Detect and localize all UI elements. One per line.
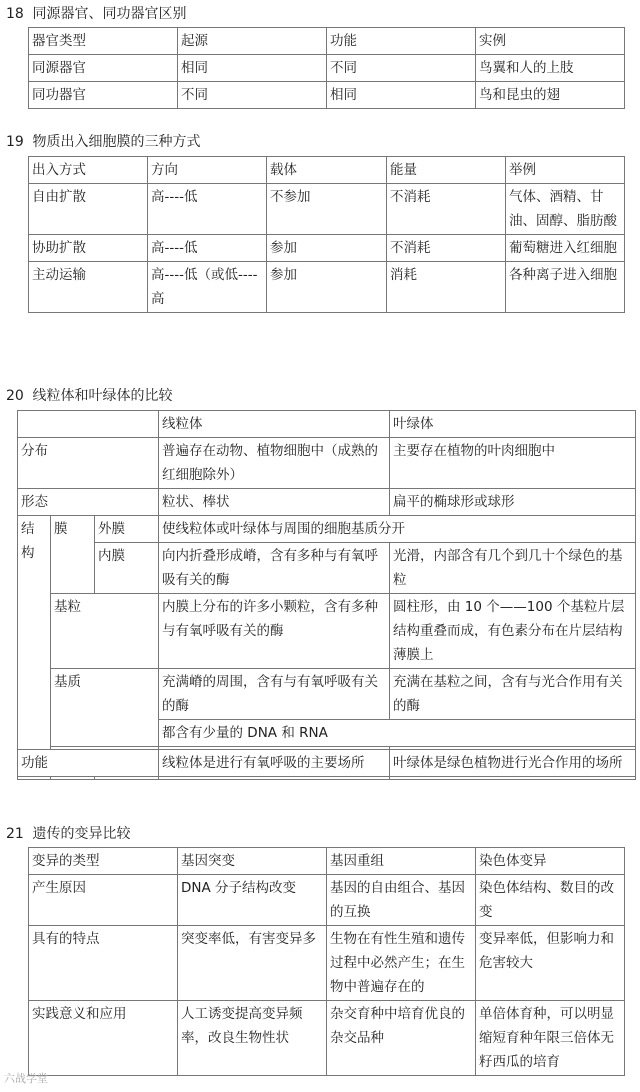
row-label: 基质 — [51, 669, 159, 747]
header-cell: 染色体变异 — [476, 848, 625, 875]
header-cell: 变异的类型 — [29, 848, 178, 875]
table-genetic-variation — [28, 847, 625, 1076]
table-row — [18, 777, 636, 780]
section-21-heading — [6, 824, 130, 844]
table-cell: 染色体结构、数目的改变 — [476, 875, 625, 926]
section-number: 18 — [6, 6, 24, 22]
table-cell: 参加 — [267, 262, 387, 313]
table-cell: 产生原因 — [29, 875, 178, 926]
blank-cell — [390, 777, 636, 780]
table-row — [29, 1001, 625, 1076]
blank-cell — [159, 777, 390, 780]
table-cell: 主动运输 — [29, 262, 148, 313]
table-cell: 叶绿体是绿色植物进行光合作用的场所 — [390, 750, 636, 777]
table-cell: 突变率低，有害变异多 — [178, 926, 327, 1001]
row-label: 外膜 — [95, 516, 159, 543]
table-cell: 基因的自由组合、基因的互换 — [327, 875, 476, 926]
table-homologous-analogous — [28, 27, 625, 109]
header-cell: 出入方式 — [29, 157, 148, 184]
table-cell: 高----低（或低----高 — [148, 262, 267, 313]
table-cell: 消耗 — [387, 262, 506, 313]
table-cell: 各种离子进入细胞 — [506, 262, 625, 313]
table-row — [18, 543, 636, 594]
table-cell: 线粒体是进行有氧呼吸的主要场所 — [159, 750, 390, 777]
table-cell: 相同 — [327, 82, 476, 109]
watermark: 六战学堂 — [4, 1072, 48, 1085]
table-cell: 使线粒体或叶绿体与周围的细胞基质分开 — [159, 516, 636, 543]
table-row — [18, 750, 636, 777]
section-title: 同源器官、同功器官区别 — [32, 6, 187, 22]
table-row — [18, 438, 636, 489]
table-cell: 人工诱变提高变异频率，改良生物性状 — [178, 1001, 327, 1076]
table-row — [29, 262, 625, 313]
header-cell: 起源 — [178, 28, 327, 55]
header-cell: 功能 — [327, 28, 476, 55]
section-18-heading — [6, 4, 186, 24]
table-cell: 生物在有性生殖和遗传过程中必然产生；在生物中普遍存在的 — [327, 926, 476, 1001]
header-cell: 举例 — [506, 157, 625, 184]
table-row — [18, 594, 636, 669]
table-header-row — [29, 157, 625, 184]
section-title: 线粒体和叶绿体的比较 — [32, 388, 173, 404]
table-cell: 葡萄糖进入红细胞 — [506, 235, 625, 262]
table-cell: 不参加 — [267, 184, 387, 235]
section-19-heading — [6, 132, 200, 152]
row-label: 结构 — [18, 516, 51, 750]
header-cell: 载体 — [267, 157, 387, 184]
header-cell: 方向 — [148, 157, 267, 184]
table-cell: 高----低 — [148, 184, 267, 235]
table-cell: 单倍体育种，可以明显缩短育种年限三倍体无籽西瓜的培育 — [476, 1001, 625, 1076]
table-cell: 具有的特点 — [29, 926, 178, 1001]
header-cell: 器官类型 — [29, 28, 178, 55]
table-cell: 变异率低，但影响力和危害较大 — [476, 926, 625, 1001]
table-header-row — [18, 411, 636, 438]
section-number: 20 — [6, 388, 24, 404]
row-label: 形态 — [18, 489, 159, 516]
header-cell: 实例 — [476, 28, 625, 55]
table-cell: 杂交育种中培育优良的杂交品种 — [327, 1001, 476, 1076]
table-row — [29, 55, 625, 82]
table-cell: 不消耗 — [387, 235, 506, 262]
table-cell: 鸟翼和人的上肢 — [476, 55, 625, 82]
section-number: 19 — [6, 134, 24, 150]
table-membrane-transport — [28, 156, 625, 313]
table-row — [29, 184, 625, 235]
table-cell: 圆柱形，由 10 个——100 个基粒片层结构重叠而成，有色素分布在片层结构薄膜上 — [390, 594, 636, 669]
section-number: 21 — [6, 826, 24, 842]
header-cell: 能量 — [387, 157, 506, 184]
table-cell: 鸟和昆虫的翅 — [476, 82, 625, 109]
table-row — [29, 875, 625, 926]
table-cell: 同功器官 — [29, 82, 178, 109]
blank-cell — [51, 777, 95, 780]
table-cell: 主要存在植物的叶肉细胞中 — [390, 438, 636, 489]
table-cell: 协助扩散 — [29, 235, 148, 262]
table-row — [18, 489, 636, 516]
row-label: 内膜 — [95, 543, 159, 594]
table-row — [29, 235, 625, 262]
section-title: 物质出入细胞膜的三种方式 — [32, 134, 201, 150]
blank-cell — [95, 777, 159, 780]
row-label: 膜 — [51, 516, 95, 594]
table-cell: 不同 — [178, 82, 327, 109]
table-cell: 高----低 — [148, 235, 267, 262]
table-row — [29, 926, 625, 1001]
table-cell: 普遍存在动物、植物细胞中（成熟的红细胞除外） — [159, 438, 390, 489]
table-header-row — [29, 848, 625, 875]
section-title: 遗传的变异比较 — [32, 826, 131, 842]
table-cell: 内膜上分布的许多小颗粒，含有多种与有氧呼吸有关的酶 — [159, 594, 390, 669]
table-cell: 不同 — [327, 55, 476, 82]
table-cell: 参加 — [267, 235, 387, 262]
table-row — [18, 669, 636, 720]
table-cell: 都含有少量的 DNA 和 RNA — [159, 720, 636, 747]
blank-cell — [18, 777, 51, 780]
table-row — [18, 516, 636, 543]
table-cell: 同源器官 — [29, 55, 178, 82]
header-cell: 线粒体 — [159, 411, 390, 438]
table-cell: 自由扩散 — [29, 184, 148, 235]
table-cell: 相同 — [178, 55, 327, 82]
table-cell: 实践意义和应用 — [29, 1001, 178, 1076]
table-mitochondria-chloroplast — [17, 410, 636, 780]
row-label: 功能 — [18, 750, 159, 777]
blank-cell — [18, 411, 159, 438]
header-cell: 基因重组 — [327, 848, 476, 875]
table-cell: DNA 分子结构改变 — [178, 875, 327, 926]
table-cell: 充满在基粒之间，含有与光合作用有关的酶 — [390, 669, 636, 720]
row-label: 基粒 — [51, 594, 159, 669]
table-cell: 向内折叠形成嵴，含有多种与有氧呼吸有关的酶 — [159, 543, 390, 594]
table-cell: 充满嵴的周围，含有与有氧呼吸有关的酶 — [159, 669, 390, 720]
table-cell: 不消耗 — [387, 184, 506, 235]
section-20-heading — [6, 386, 172, 406]
row-label: 分布 — [18, 438, 159, 489]
table-cell: 气体、酒精、甘油、固醇、脂肪酸 — [506, 184, 625, 235]
table-row — [29, 82, 625, 109]
table-cell: 粒状、棒状 — [159, 489, 390, 516]
table-header-row — [29, 28, 625, 55]
table-cell: 扁平的椭球形或球形 — [390, 489, 636, 516]
header-cell: 叶绿体 — [390, 411, 636, 438]
header-cell: 基因突变 — [178, 848, 327, 875]
table-cell: 光滑，内部含有几个到几十个绿色的基粒 — [390, 543, 636, 594]
